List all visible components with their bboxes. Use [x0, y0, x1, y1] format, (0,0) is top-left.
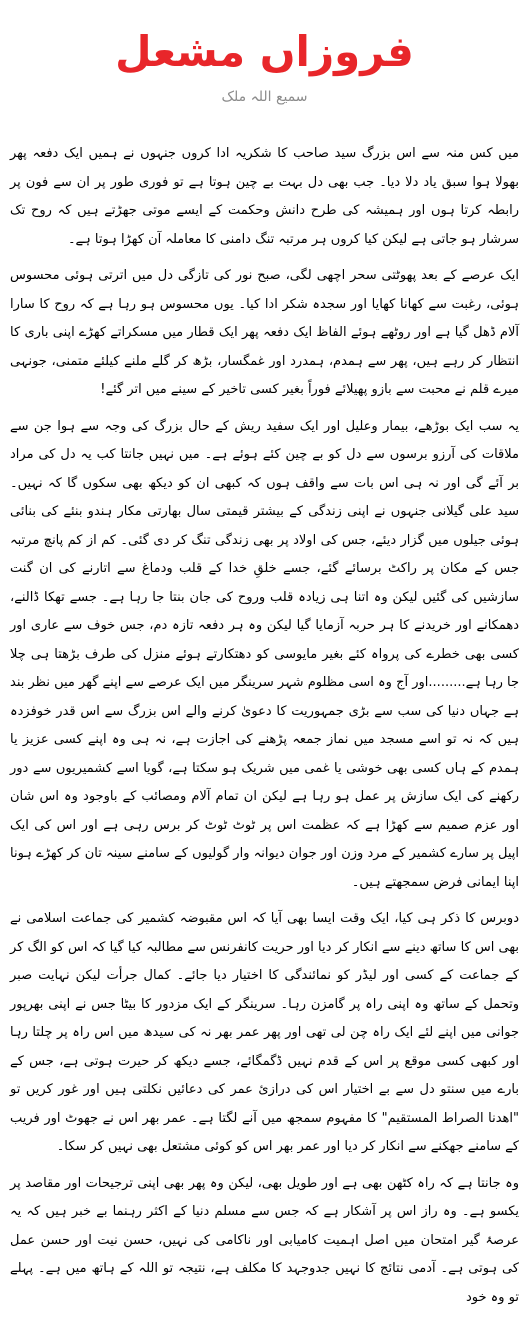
article-body: [10, 140, 519, 1320]
paragraph: دوبرس کا ذکر ہی کیا، ایک وقت ایسا بھی آیا کہ اس مقبوضہ کشمیر کی جماعت اسلامی نے بھی اس کا ساتھ دینے سے انکار کر دیا اور حریت کانفرنس سے مطالبہ کیا گیا کہ اس کو الگ کر کے جماعت کے کسی اور لیڈر کو نمائندگی کا اختیار دیا جائے۔ کمال جرأت لیکن نہایت صبر وتحمل کے ساتھ وہ اپنی راہ پر گامزن رہا۔ سرینگر کے ایک مزدور کا بیٹا جس نے اپنی بھرپور جوانی میں اپنے لئے ایک راہ چن لی تھی اور پھر عمر بھر نہ کی سیدھ میں اس راہ پر چلتا رہا اور کبھی کسی موقع پر اس کے قدم نہیں ڈگمگائے، جسے دیکھ کر حیرت ہوتی ہے، جس کے بارے میں سنتو دل سے بے اختیار اس کی درازیٔ عمر کی دعائیں نکلتی ہیں اور غور کریں تو "اھدنا الصراط المستقیم" کا مفہوم سمجھ میں آنے لگتا ہے۔ عمر بھر اس نے جھوٹ اور فریب کے سامنے جھکنے سے انکار کر دیا اور عمر بھر اس کو کوئی مشتعل بھی نہیں کر سکا۔: [10, 911, 519, 1154]
paragraph: یہ سب ایک بوڑھے، بیمار وعلیل اور ایک سفید ریش کے حال بزرگ کی وجہ سے ہوا جن سے ملاقات کی آرزو برسوں سے دل کو بے چین کئے ہوئے ہے۔ میں نہیں جانتا کب یہ دل کی مراد بر آئے گی اور نہ ہی اس بات سے واقف ہوں کہ کبھی ان کو دیکھ بھی سکوں گا کہ نہیں۔ سید علی گیلانی جنہوں نے اپنی زندگی کے بیشتر قیمتی سال بھارتی مکار ہندو بنئے کی بنائی ہوئی جیلوں میں گزار دیئے، جس کی اولاد پر بھی زندگی تنگ کر دی گئی۔ کم از کم پانچ مرتبہ جس کے مکان پر راکٹ برسائے گئے، جسے خلقِ خدا کے قلب ودماغ سے اتارنے کی ان گنت سازشیں کی گئیں لیکن وہ اتنا ہی زیادہ قلب وروح کی جان بنتا جا رہا ہے۔ جسے تھکا ڈالنے، دھمکانے اور خریدنے کا ہر حربہ آزمایا گیا لیکن وہ ہر دفعہ تازہ دم، جس خوف سے عاری اور کسی بھی خطرے کی پرواہ کئے بغیر مایوسی کو دھتکارتے ہوئے منزل کی طرف بڑھتا ہی چلا جا رہا ہے.........اور آج وہ اسی مظلوم شہر سرینگر میں ایک عرصے سے اپنے گھر میں نظر بند ہے جہاں دنیا کی سب سے بڑی جمہوریت کا دعویٰ کرنے والے اس بزرگ سے اس قدر خوفزدہ ہیں کہ نہ تو اسے مسجد میں نماز جمعہ پڑھنے کی اجازت ہے، نہ ہی وہ اپنے کسی عزیز یا ہمدم کے ہاں کسی بھی خوشی یا غمی میں شریک ہو سکتا ہے، گویا اسے کشمیریوں سے دور رکھنے کی ایک سازش پر عمل ہو رہا ہے لیکن ان تمام آلام ومصائب کے باوجود وہ اس شان اور عزم صمیم سے کھڑا ہے کہ عظمت اس پر ٹوٹ ٹوٹ کر برس رہی ہے اور اس کی ایک اپیل پر سارے کشمیر کے مرد وزن اور جوان دیوانہ وار گولیوں کے سامنے سینہ تان کر کھڑے ہونا اپنا ایمانی فرض سمجھتے ہیں۔: [10, 418, 519, 890]
paragraph: میں کس منہ سے اس بزرگ سید صاحب کا شکریہ ادا کروں جنہوں نے ہمیں ایک دفعہ پھر بھولا ہوا سبق یاد دلا دیا۔ جب بھی دل بہت بے چین ہوتا ہے تو فوری طور پر ان سے فون پر رابطہ کرتا ہوں اور ہمیشہ کی طرح دانش وحکمت کے ایسے موتی جھڑتے ہیں کہ روح تک سرشار ہو جاتی ہے لیکن کیا کروں ہر مرتبہ تنگ دامنی کا معاملہ آن کھڑا ہوتا ہے۔: [10, 146, 519, 247]
paragraph: وہ جانتا ہے کہ راہ کٹھن بھی ہے اور طویل بھی، لیکن وہ پھر بھی اپنی ترجیحات اور مقاصد پر یکسو ہے۔ وہ راز اس پر آشکار ہے کہ جس سے مسلم دنیا کے اکثر رہنما بے خبر ہیں کہ یہ عرصۂ گیر امتحان میں اصل اہمیت کامیابی اور ناکامی کی نہیں، حسن نیت اور حسن عمل کی ہوتی ہے۔ آدمی نتائج کا نہیں جدوجہد کا مکلف ہے، نتیجہ تو اللہ کے ہاتھ میں ہے۔ پہلے تو وہ خود: [10, 1175, 519, 1305]
article-title: فروزاں مشعل: [115, 27, 414, 76]
author-name: سمیع اللہ ملک: [221, 89, 308, 105]
paragraph: ایک عرصے کے بعد پھوٹتی سحر اچھی لگی، صبح نور کی تازگی دل میں اترتی ہوئی محسوس ہوئی، رغبت سے کھانا کھایا اور سجدہ شکر ادا کیا۔ یوں محسوس ہو رہا ہے کہ روح کا سارا آلام ڈھل گیا ہے اور روٹھے ہوئے الفاظ ایک دفعہ پھر ایک قطار میں مسکراتے کھڑے اپنی باری کا انتظار کر رہے ہیں، پھر سے ہمدم، ہمدرد اور غمگسار، بڑھ کر گلے ملنے کیلئے متمنی، جونہی میرے قلم نے محبت سے بازو پھیلائے فوراً بغیر کسی تاخیر کے سینے میں اتر گئے!: [10, 268, 519, 397]
